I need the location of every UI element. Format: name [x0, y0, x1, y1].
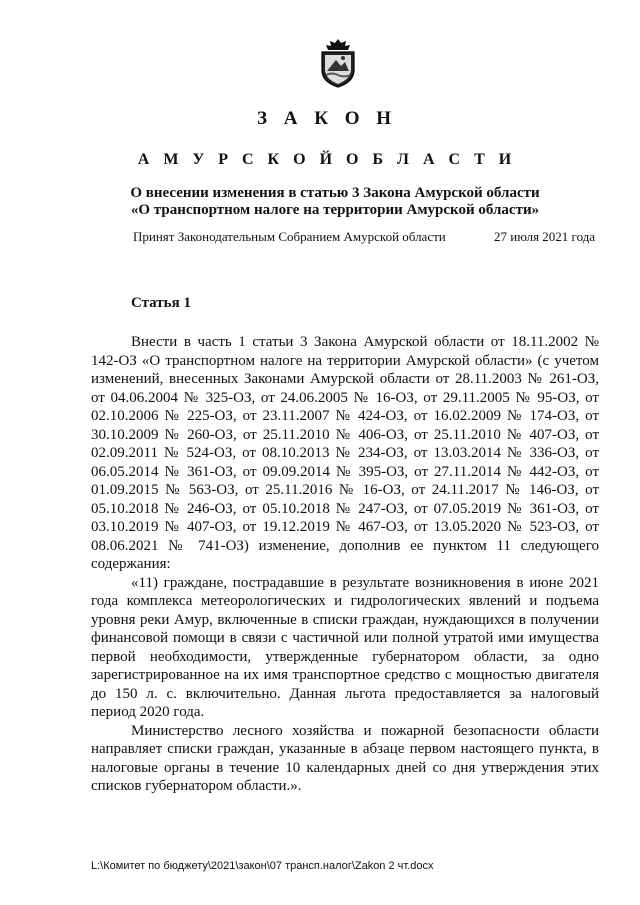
article-paragraph-3: Министерство лесного хозяйства и пожарной безопасности области направляет списки граждан, указанные в абзаце первом настоящего пункта, в налоговые органы в течение 10 календарных дней со дня утверждения этих списков губернатором области.».: [91, 722, 599, 794]
article-paragraph-2: «11) граждане, пострадавшие в результате возникновения в июне 2021 года комплекса метеорологических и гидрологических явлений и подъема уровня реки Амур, включенные в списки граждан, нуждающихся в получении финансовой помощи в связи с частичной или полной утратой ими имущества первой необходимости, утвержденные губернатором области, за одно зарегистрированное на их имя транспортное средство с мощностью двигателя до 150 л. с. включительно. Данная льгота предоставляется за налоговый период 2020 года.: [91, 574, 599, 720]
law-subtitle-line-1: О внесении изменения в статью 3 Закона Амурской области: [130, 185, 540, 201]
article-heading: Статья 1: [131, 295, 191, 311]
adopted-by-text: Принят Законодательным Собранием Амурской области: [133, 229, 446, 244]
article-paragraph-1: Внести в часть 1 статьи 3 Закона Амурской области от 18.11.2002 № 142-ОЗ «О транспортном налоге на территории Амурской области» (с учетом изменений, внесенных Законами Амурской области от 28.11.2003 № 261-ОЗ, от 04.06.2004 № 325-ОЗ, от 24.06.2005 № 16-ОЗ, от 29.11.2005 № 95-ОЗ, от 02.10.2006 № 225-ОЗ, от 23.11.2007 № 424-ОЗ, от 16.02.2009 № 174-ОЗ, от 30.10.2009 № 260-ОЗ, от 25.11.2010 № 406-ОЗ, от 25.11.2010 № 407-ОЗ, от 02.09.2011 № 524-ОЗ, от 08.10.2013 № 234-ОЗ, от 13.03.2014 № 336-ОЗ, от 06.05.2014 № 361-ОЗ, от 09.09.2014 № 395-ОЗ, от 27.11.2014 № 442-ОЗ, от 01.09.2015 № 563-ОЗ, от 25.11.2016 № 16-ОЗ, от 24.11.2017 № 146-ОЗ, от 05.10.2018 № 246-ОЗ, от 05.10.2018 № 247-ОЗ, от 07.05.2019 № 361-ОЗ, от 03.10.2019 № 407-ОЗ, от 19.12.2019 № 467-ОЗ, от 13.05.2020 № 523-ОЗ, от 08.06.2021 № 741-ОЗ) изменение, дополнив ее пунктом 11 следующего содержания:: [91, 334, 599, 572]
region-name: А М У Р С К О Й О Б Л А С Т И: [137, 151, 517, 168]
amur-coat-of-arms-icon: [316, 38, 360, 88]
file-path-footer: L:\Комитет по бюджету\2021\закон\07 трансп.налог\Zakon 2 чт.docx: [91, 860, 434, 872]
document-type-title: З А К О Н: [256, 108, 398, 129]
law-subtitle-line-2: «О транспортном налоге на территории Амурской области»: [130, 202, 540, 218]
article-body: [91, 333, 599, 796]
law-subtitle: [0, 185, 640, 219]
adoption-date: 27 июля 2021 года: [494, 229, 596, 244]
